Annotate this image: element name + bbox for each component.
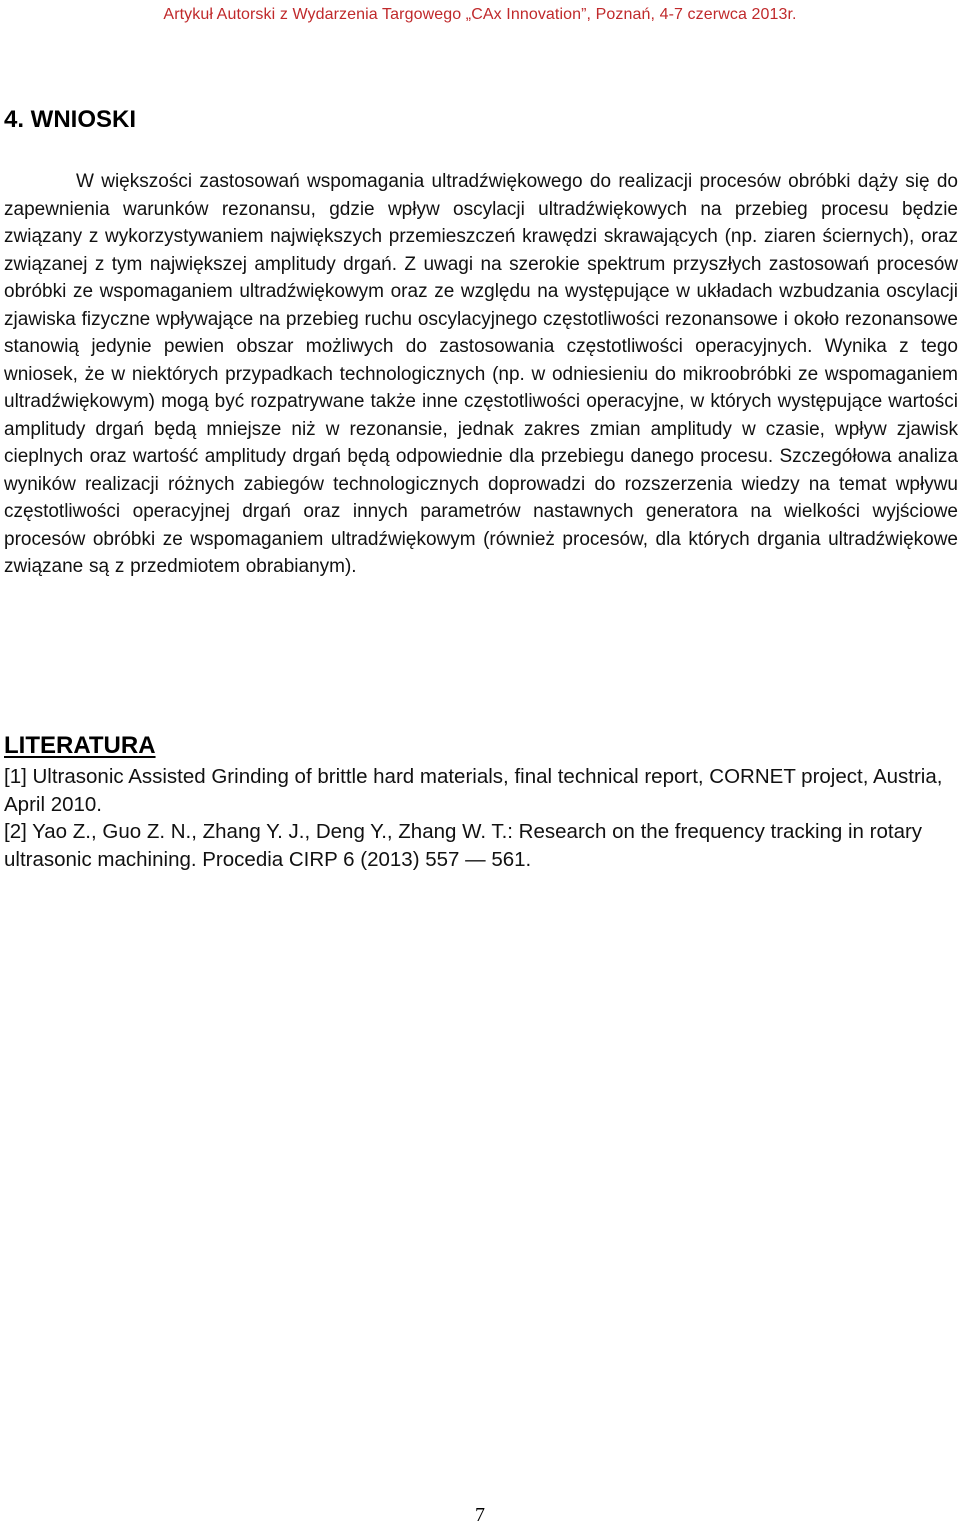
running-header: Artykuł Autorski z Wydarzenia Targowego „CAx Innovation”, Poznań, 4-7 czerwca 2013r. [163,6,797,23]
reference-item: [2] Yao Z., Guo Z. N., Zhang Y. J., Deng Y., Zhang W. T.: Research on the frequency tracking in rotary ultrasonic machining. Procedia CIRP 6 (2013) 557 — 561. [4,820,923,871]
reference-list [4,763,944,873]
references-heading: LITERATURA [4,732,156,759]
page-number: 7 [475,1504,485,1526]
section-heading: 4. WNIOSKI [4,106,137,133]
reference-item: [1] Ultrasonic Assisted Grinding of brittle hard materials, final technical report, CORNET project, Austria, April 2010. [4,765,943,816]
conclusions-paragraph: W większości zastosowań wspomagania ultradźwiękowego do realizacji procesów obróbki dąży się do zapewnienia warunków rezonansu, gdzie wpływ oscylacji ultradźwiękowych na przebieg procesu będzie związany z wykorzystywaniem największych przemieszczeń krawędzi skrawających (np. ziaren ściernych), oraz związanej z tym największej amplitudy drgań. Z uwagi na szerokie spektrum przyszłych zastosowań procesów obróbki ze wspomaganiem ultradźwiękowym oraz ze względu na występujące w układach wzbudzania oscylacji zjawiska fizyczne wpływające na przebieg ruchu oscylacyjnego częstotliwości rezonansowe i około rezonansowe stanowią jedynie pewien obszar możliwych do zastosowania częstotliwości operacyjnych. Wynika z tego wniosek, że w niektórych przypadkach technologicznych (np. w odniesieniu do mikroobróbki ze wspomaganiem ultradźwiękowym) mogą być rozpatrywane także inne częstotliwości operacyjne, w których występujące wartości amplitudy drgań będą mniejsze niż w rezonansie, jednak zakres zmian amplitudy w czasie, wpływ zjawisk cieplnych oraz wartość amplitudy drgań będą odpowiednie dla przebiegu danego procesu. Szczegółowa analiza wyników realizacji różnych zabiegów technologicznych doprowadzi do rozszerzenia wiedzy na temat wpływu częstotliwości operacyjnej drgań oraz innych parametrów nastawnych generatora na wielkości wyjściowe procesów obróbki ze wspomaganiem ultradźwiękowym (również procesów, dla których drgania ultradźwiękowe związane są z przedmiotem obrabianym). [4,171,958,577]
